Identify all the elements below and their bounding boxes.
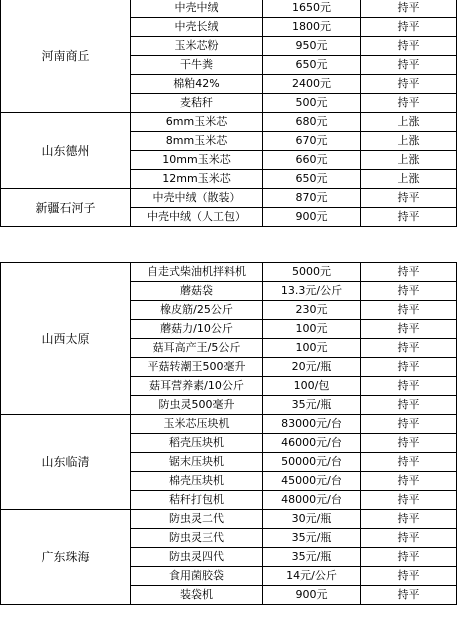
product-cell: 中壳中绒（散装） [131, 189, 263, 208]
trend-cell: 持平 [361, 75, 457, 94]
region-cell: 河南商丘 [1, 0, 131, 113]
trend-cell: 持平 [361, 491, 457, 510]
region-cell: 山东临清 [1, 415, 131, 510]
trend-cell: 持平 [361, 586, 457, 605]
price-cell: 950元 [263, 37, 361, 56]
trend-cell: 持平 [361, 94, 457, 113]
product-cell: 稻壳压块机 [131, 434, 263, 453]
region-cell: 新疆石河子 [1, 189, 131, 227]
table-row [1, 113, 457, 132]
price-cell: 650元 [263, 56, 361, 75]
product-cell: 装袋机 [131, 586, 263, 605]
trend-cell: 持平 [361, 548, 457, 567]
price-cell: 670元 [263, 132, 361, 151]
price-cell: 35元/瓶 [263, 529, 361, 548]
trend-cell: 持平 [361, 434, 457, 453]
product-cell: 麦秸秆 [131, 94, 263, 113]
trend-cell: 持平 [361, 56, 457, 75]
trend-cell: 持平 [361, 567, 457, 586]
price-cell: 900元 [263, 586, 361, 605]
product-cell: 中壳长绒 [131, 18, 263, 37]
product-cell: 8mm玉米芯 [131, 132, 263, 151]
trend-cell: 持平 [361, 415, 457, 434]
trend-cell: 持平 [361, 453, 457, 472]
table-row [1, 263, 457, 282]
price-cell: 1800元 [263, 18, 361, 37]
trend-cell: 持平 [361, 37, 457, 56]
trend-cell: 持平 [361, 263, 457, 282]
trend-cell: 持平 [361, 377, 457, 396]
price-cell: 35元/瓶 [263, 396, 361, 415]
product-cell: 防虫灵三代 [131, 529, 263, 548]
region-cell: 广东珠海 [1, 510, 131, 605]
product-cell: 中壳中绒（人工包） [131, 208, 263, 227]
trend-cell: 持平 [361, 301, 457, 320]
product-cell: 中壳中绒 [131, 0, 263, 18]
price-cell: 48000元/台 [263, 491, 361, 510]
price-cell: 660元 [263, 151, 361, 170]
product-cell: 秸秆打包机 [131, 491, 263, 510]
price-cell: 100元 [263, 339, 361, 358]
product-cell: 棉粕42% [131, 75, 263, 94]
price-cell: 100元 [263, 320, 361, 339]
product-cell: 橡皮筋/25公斤 [131, 301, 263, 320]
product-cell: 蘑菇袋 [131, 282, 263, 301]
product-cell: 蘑菇力/10公斤 [131, 320, 263, 339]
product-cell: 干牛粪 [131, 56, 263, 75]
price-cell: 45000元/台 [263, 472, 361, 491]
price-cell: 14元/公斤 [263, 567, 361, 586]
table-row [1, 189, 457, 208]
product-cell: 平菇转潮王500毫升 [131, 358, 263, 377]
price-cell: 20元/瓶 [263, 358, 361, 377]
price-cell: 680元 [263, 113, 361, 132]
product-cell: 菇耳高产王/5公斤 [131, 339, 263, 358]
trend-cell: 持平 [361, 282, 457, 301]
price-cell: 35元/瓶 [263, 548, 361, 567]
trend-cell: 上涨 [361, 132, 457, 151]
trend-cell: 持平 [361, 396, 457, 415]
product-cell: 棉壳压块机 [131, 472, 263, 491]
price-cell: 50000元/台 [263, 453, 361, 472]
trend-cell: 上涨 [361, 113, 457, 132]
table-row [1, 510, 457, 529]
table-row [1, 0, 457, 18]
product-cell: 菇耳营养素/10公斤 [131, 377, 263, 396]
trend-cell: 持平 [361, 189, 457, 208]
price-cell: 1650元 [263, 0, 361, 18]
price-cell: 30元/瓶 [263, 510, 361, 529]
product-cell: 10mm玉米芯 [131, 151, 263, 170]
price-cell: 900元 [263, 208, 361, 227]
product-cell: 防虫灵500毫升 [131, 396, 263, 415]
price-cell: 650元 [263, 170, 361, 189]
trend-cell: 持平 [361, 510, 457, 529]
price-cell: 2400元 [263, 75, 361, 94]
trend-cell: 持平 [361, 529, 457, 548]
price-cell: 13.3元/公斤 [263, 282, 361, 301]
product-cell: 食用菌胶袋 [131, 567, 263, 586]
trend-cell: 持平 [361, 18, 457, 37]
region-cell: 山西太原 [1, 263, 131, 415]
product-cell: 玉米芯粉 [131, 37, 263, 56]
price-cell: 5000元 [263, 263, 361, 282]
trend-cell: 持平 [361, 0, 457, 18]
trend-cell: 持平 [361, 339, 457, 358]
product-cell: 锯末压块机 [131, 453, 263, 472]
trend-cell: 持平 [361, 358, 457, 377]
region-cell: 山东德州 [1, 113, 131, 189]
price-cell: 100/包 [263, 377, 361, 396]
trend-cell: 持平 [361, 472, 457, 491]
price-cell: 230元 [263, 301, 361, 320]
price-table-1 [0, 0, 457, 227]
product-cell: 防虫灵二代 [131, 510, 263, 529]
trend-cell: 上涨 [361, 151, 457, 170]
product-cell: 玉米芯压块机 [131, 415, 263, 434]
trend-cell: 持平 [361, 320, 457, 339]
table-row [1, 415, 457, 434]
price-cell: 500元 [263, 94, 361, 113]
trend-cell: 持平 [361, 208, 457, 227]
product-cell: 自走式柴油机拌料机 [131, 263, 263, 282]
product-cell: 防虫灵四代 [131, 548, 263, 567]
price-table-2 [0, 262, 457, 605]
price-cell: 46000元/台 [263, 434, 361, 453]
product-cell: 6mm玉米芯 [131, 113, 263, 132]
price-cell: 83000元/台 [263, 415, 361, 434]
trend-cell: 上涨 [361, 170, 457, 189]
product-cell: 12mm玉米芯 [131, 170, 263, 189]
price-cell: 870元 [263, 189, 361, 208]
